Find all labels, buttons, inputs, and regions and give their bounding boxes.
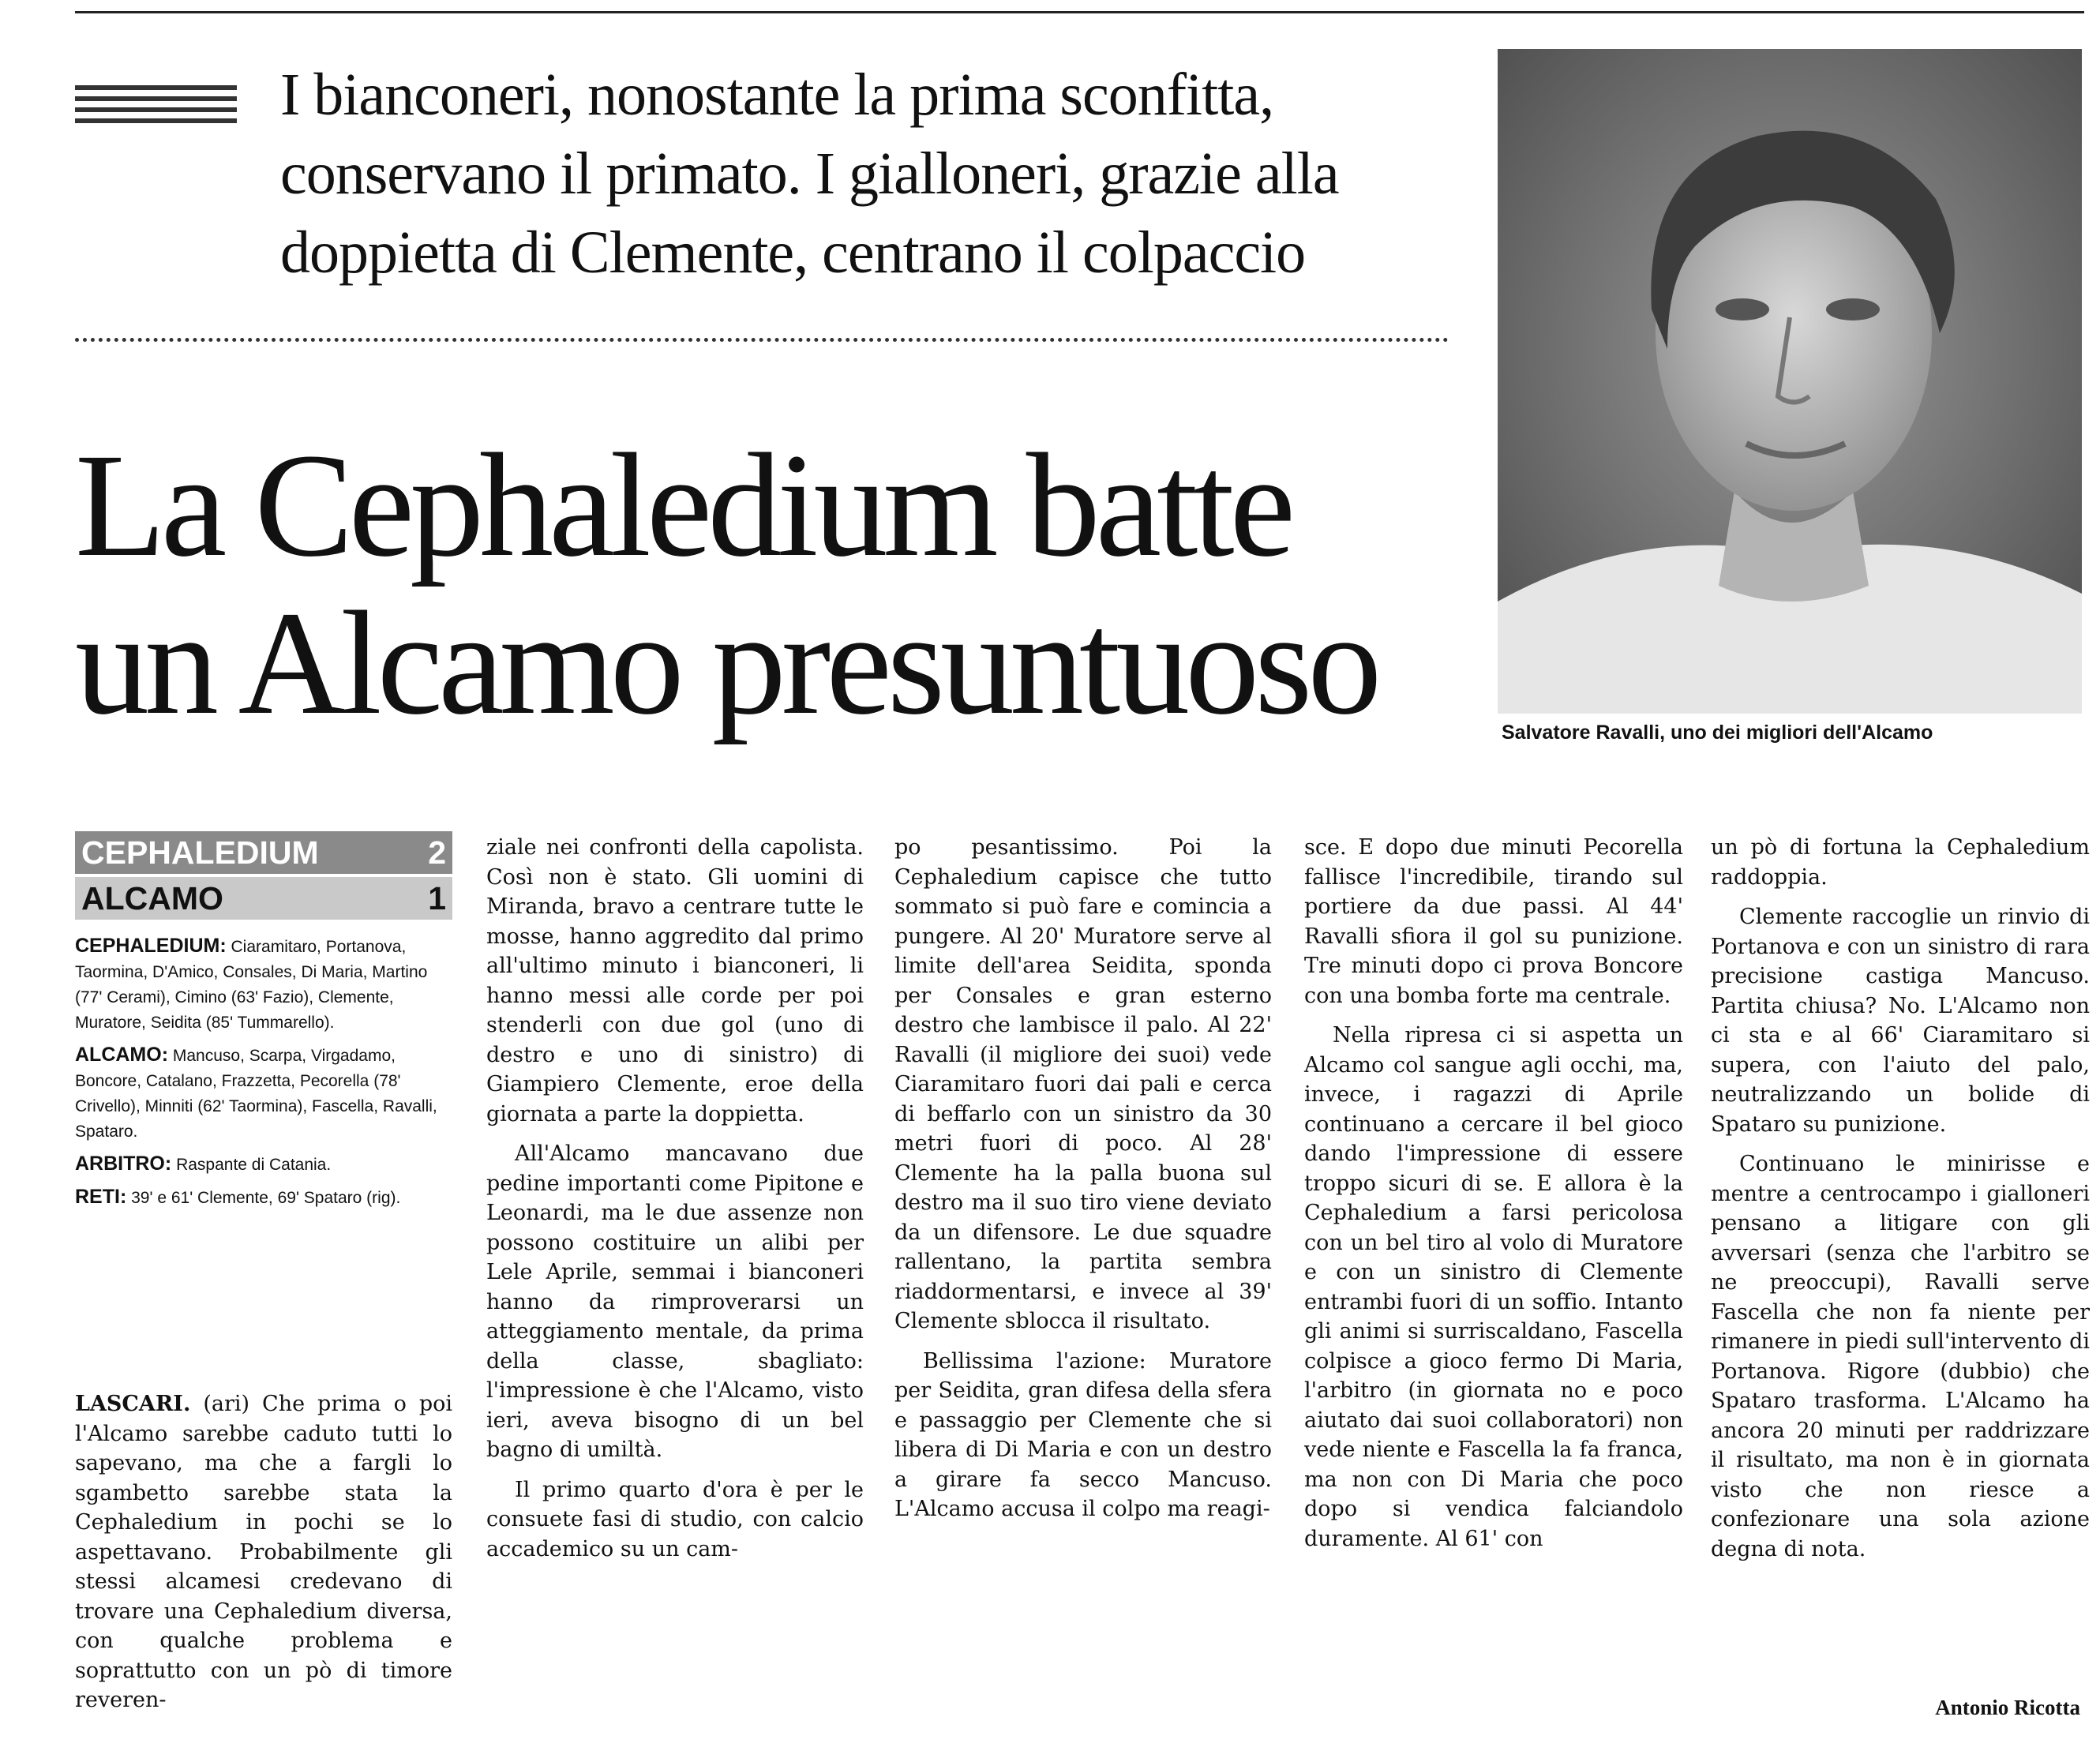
headline-line: La Cephaledium batte: [75, 422, 1292, 587]
subheadline-line: doppietta di Clemente, centrano il colpaccio: [280, 219, 1306, 286]
article-paragraph: Bellissima l'azione: Muratore per Seidita, gran difesa della sfera e passaggio per Clemente che si libera di Di Maria e con un destro a girare fa secco Mancuso. L'Alcamo accusa il colpo ma reagi-: [894, 1348, 1272, 1521]
dotted-separator: [75, 338, 1449, 342]
article-text: (ari) Che prima o poi l'Alcamo sarebbe caduto tutti lo sapevano, ma che a fargli lo sgambetto sarebbe stata la Cephaledium in pochi se lo aspettavano. Probabilmente gli stessi alcamesi credevano di trovare una Cephaledium diversa, con qualche problema e soprattutto con un pò di timore reveren-: [75, 1392, 452, 1712]
headline: [75, 422, 1496, 745]
photo-caption: Salvatore Ravalli, uno dei migliori dell'Alcamo: [1502, 722, 1933, 744]
article-paragraph: sce. E dopo due minuti Pecorella fallisce l'incredibile, tirando sul portiere da due passi. Al 44' Ravalli sfiora il gol su punizione. Tre minuti dopo ci prova Boncore con una bomba forte ma centrale.: [1304, 835, 1683, 1008]
scoreboard-away-row: [75, 877, 452, 920]
article-paragraph: Il primo quarto d'ora è per le consuete fasi di studio, con calcio accademico su un cam-: [486, 1477, 864, 1561]
subheadline-line: conservano il primato. I gialloneri, grazie alla: [280, 141, 1339, 207]
goals-list: 39' e 61' Clemente, 69' Spataro (rig).: [131, 1189, 401, 1207]
referee-label: ARBITRO:: [75, 1153, 172, 1175]
away-lineup-players: Mancuso, Scarpa, Virgadamo, Boncore, Catalano, Frazzetta, Pecorella (78' Crivello), Minniti (62' Taormina), Fascella, Ravalli, Spataro.: [75, 1047, 437, 1141]
referee-line: [75, 1151, 452, 1178]
article-paragraph: ziale nei confronti della capolista. Così non è stato. Gli uomini di Miranda, bravo a centrare tutte le mosse, hanno aggredito dal primo all'ultimo minuto i bianconeri, li hanno messi alle corde per poi stenderli con due gol (uno di destro e uno di sinistro) di Giampiero Clemente, eroe della giornata a parte la doppietta.: [486, 835, 864, 1126]
article-column-2: [486, 833, 864, 1564]
dateline: LASCARI.: [75, 1392, 191, 1416]
home-team-name: CEPHALEDIUM: [81, 834, 319, 871]
subheadline-line: I bianconeri, nonostante la prima sconfitta,: [280, 62, 1274, 128]
top-rule: [75, 11, 2084, 13]
article-paragraph: Continuano le minirisse e mentre a centrocampo i gialloneri pensano a litigare con gli avversari (senza che l'arbitro se ne preoccupi), Ravalli serve Fascella che non fa niente per rimanere in piedi sull'intervento di Portanova. Rigore (dubbio) che Spataro trasforma. L'Alcamo ha ancora 20 minuti per raddrizzare il risultato, ma non è in giornata visto che non riesce a confezionare una sola azione degna di nota.: [1711, 1152, 2090, 1561]
decorative-bars: [75, 85, 237, 123]
article-paragraph: un pò di fortuna la Cephaledium raddoppia.: [1711, 835, 2090, 890]
article-column-5: [1711, 833, 2090, 1564]
referee-name: Raspante di Catania.: [176, 1156, 332, 1174]
byline: Antonio Ricotta: [1935, 1696, 2080, 1719]
headline-line: un Alcamo presuntuoso: [75, 580, 1378, 745]
goals-label: RETI:: [75, 1186, 127, 1208]
away-lineup: [75, 1042, 452, 1145]
article-column-3: [894, 833, 1272, 1524]
article-paragraph: Nella ripresa ci si aspetta un Alcamo col sangue agli occhi, ma, invece, i ragazzi di Aprile continuano a cercare il bel gioco dando l'impressione di essere troppo sicuri di se. E allora è la Cephaledium a farsi pericolosa con un bel tiro al volo di Muratore e con un sinistro di Clemente entrambi fuori di un soffio. Intanto gli animi si surriscaldano, Fascella colpisce a gioco fermo Di Maria, l'arbitro (in giornata no e poco aiutato dai suoi collaboratori) non vede niente e Fascella la fa franca, ma non con Di Maria che poco dopo si vendica falciandolo duramente. Al 61' con: [1304, 1023, 1683, 1551]
article-paragraph: po pesantissimo. Poi la Cephaledium capisce che tutto sommato si può fare e comincia a pungere. Al 20' Muratore serve al limite dell'area Seidita, sponda per Consales e gran esterno destro che lambisce il palo. Al 22' Ravalli (il migliore dei suoi) vede Ciaramitaro fuori dai pali e cerca di beffarlo con un sinistro da 30 metri fuori di poco. Al 28' Clemente ha la palla buona sul destro ma il suo tiro viene deviato da un difensore. Le due squadre rallentano, la partita sembra riaddormentarsi, e invece al 39' Clemente sblocca il risultato.: [894, 835, 1272, 1333]
subheadline: [280, 55, 1464, 292]
article-paragraph: Clemente raccoglie un rinvio di Portanova e con un sinistro di rara precisione castiga Mancuso. Partita chiusa? No. L'Alcamo non ci sta e al 66' Ciaramitaro si supera, con l'aiuto del palo, neutralizzando un bolide di Spataro su punizione.: [1711, 905, 2090, 1137]
home-lineup: [75, 933, 452, 1036]
home-lineup-label: CEPHALEDIUM:: [75, 935, 227, 957]
article-column-4: [1304, 833, 1683, 1554]
portrait-image: [1498, 49, 2082, 714]
away-team-score: 1: [428, 879, 446, 916]
scoreboard: [75, 831, 452, 920]
away-lineup-label: ALCAMO:: [75, 1044, 169, 1066]
match-details: [75, 933, 452, 1217]
article-paragraph: All'Alcamo mancavano due pedine importanti come Pipitone e Leonardi, ma le due assenze non possono costituire un alibi per Lele Aprile, semmai i bianconeri hanno da rimproverarsi un atteggiamento mentale, da prima della classe, sbagliato: l'impressione è che l'Alcamo, visto ieri, aveva bisogno di un bel bagno di umiltà.: [486, 1141, 864, 1462]
scoreboard-home-row: [75, 831, 452, 874]
player-photo: [1498, 49, 2082, 714]
away-team-name: ALCAMO: [81, 879, 223, 916]
article-paragraph: [75, 1389, 452, 1715]
article-column-1: [75, 1389, 452, 1715]
goals-line: [75, 1184, 452, 1211]
home-team-score: 2: [428, 834, 446, 871]
home-lineup-players: Ciaramitaro, Portanova, Taormina, D'Amico, Consales, Di Maria, Martino (77' Cerami), Cimino (63' Fazio), Clemente, Muratore, Seidita (85' Tummarello).: [75, 938, 428, 1032]
